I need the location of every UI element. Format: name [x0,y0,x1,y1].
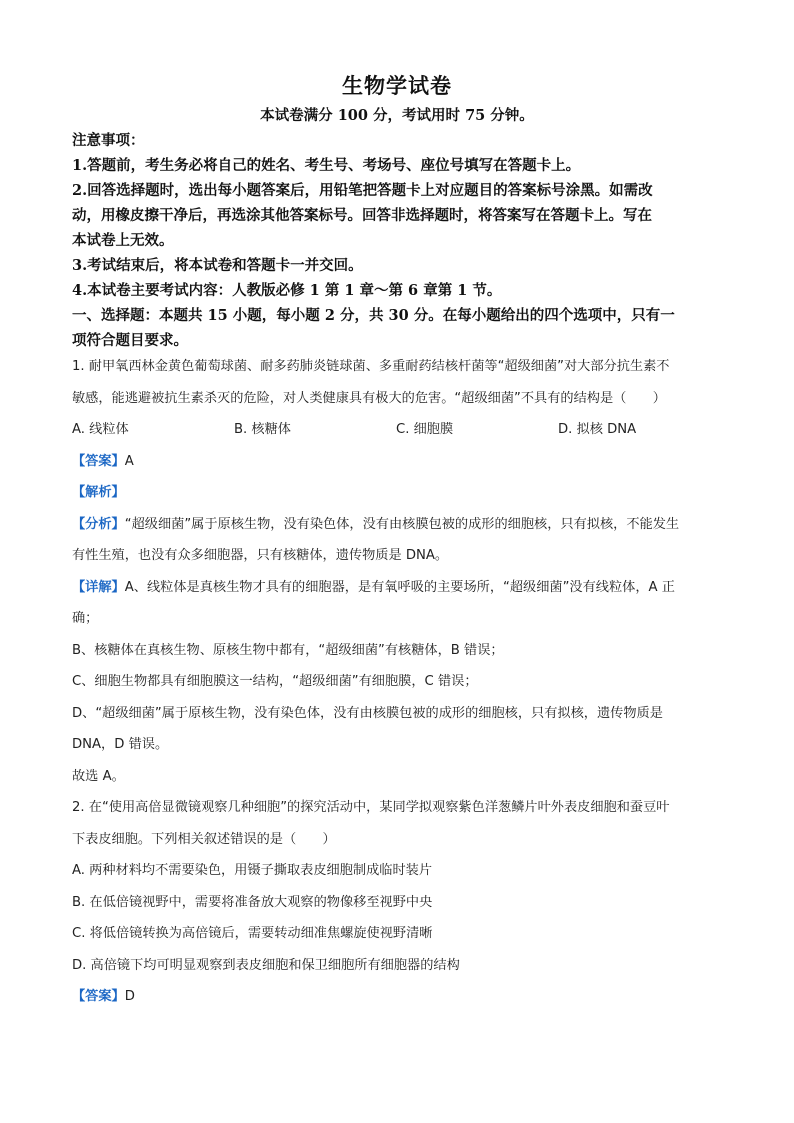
exam-subtitle: 本试卷满分 100 分，考试用时 75 分钟。 [260,107,534,124]
q1-option-c: C. 细胞膜 [396,422,454,437]
q1-stem: 敏感，能逃避被抗生素杀灭的危险，对人类健康具有极大的危害。“超级细菌”不具有的结构是（ ） [72,390,666,406]
instruction-line: 4.本试卷主要考试内容：人教版必修 1 第 1 章～第 6 章第 1 节。 [72,282,502,299]
q2-option-a: A. 两种材料均不需要染色，用镊子撕取表皮细胞制成临时装片 [72,863,433,878]
section-heading: 一、选择题：本题共 15 小题，每小题 2 分，共 30 分。在每小题给出的四个选项中，只有一 [72,307,675,324]
q1-xiangjie-d: D、“超级细菌”属于原核生物，没有染色体，没有由核膜包被的成形的细胞核，只有拟核，遗传物质是 [72,705,663,721]
fenxi-tag: 【分析】 [72,516,125,532]
q1-xiangjie-d-cont: DNA，D 错误。 [72,737,169,752]
q2-stem: 2. 在“使用高倍显微镜观察几种细胞”的探究活动中，某同学拟观察紫色洋葱鳞片叶外表皮细胞和蚕豆叶 [72,800,670,815]
answer-value: D [124,989,135,1004]
q1-xiangjie-b: B、核糖体在真核生物、原核生物中都有，“超级细菌”有核糖体，B 错误； [72,642,504,658]
q2-option-d: D. 高倍镜下均可明显观察到表皮细胞和保卫细胞所有细胞器的结构 [72,957,460,973]
q1-options [72,414,732,446]
q1-xiangjie [72,572,732,604]
q1-option-d: D. 拟核 DNA [558,422,637,437]
q1-xiangjie-c: C、细胞生物都具有细胞膜这一结构，“超级细菌”有细胞膜，C 错误； [72,674,478,689]
q1-xiangjie-cont: 确； [72,611,99,626]
fenxi-text: “超级细菌”属于原核生物，没有染色体，没有由核膜包被的成形的细胞核，只有拟核，不能发生 [124,516,680,532]
analysis-tag: 【解析】 [72,485,125,500]
q1-conclusion: 故选 A。 [72,768,125,784]
q2-option-b: B. 在低倍镜视野中，需要将准备放大观察的物像移至视野中央 [72,894,433,910]
instruction-line: 本试卷上无效。 [72,232,174,249]
q2-answer [72,981,732,1013]
q1-fenxi [72,509,732,541]
instructions-block [72,128,732,353]
q2-option-c: C. 将低倍镜转换为高倍镜后，需要转动细准焦螺旋使视野清晰 [72,926,433,941]
q1-analysis-heading [72,477,732,509]
answer-tag: 【答案】 [72,453,125,469]
section-heading: 项符合题目要求。 [72,332,188,349]
q1-fenxi-cont: 有性生殖，也没有众多细胞器，只有核糖体，遗传物质是 DNA。 [72,548,449,563]
instruction-line: 1.答题前，考生务必将自己的姓名、考生号、考场号、座位号填写在答题卡上。 [72,157,581,174]
q1-option-a: A. 线粒体 [72,422,129,437]
instruction-line: 2.回答选择题时，选出每小题答案后，用铅笔把答题卡上对应题目的答案标号涂黑。如需改 [72,182,653,199]
instruction-line: 动，用橡皮擦干净后，再选涂其他答案标号。回答非选择题时，将答案写在答题卡上。写在 [72,207,652,224]
questions-body [72,351,732,1013]
page-title: 生物学试卷 [342,73,452,98]
q2-stem: 下表皮细胞。下列相关叙述错误的是（ ） [72,831,336,847]
q1-option-b: B. 核糖体 [234,422,291,437]
instructions-heading: 注意事项： [72,132,145,149]
answer-tag: 【答案】 [72,989,125,1004]
answer-value: A [124,453,134,469]
q1-answer [72,446,732,478]
instruction-line: 3.考试结束后，将本试卷和答题卡一并交回。 [72,257,363,274]
q1-stem: 1. 耐甲氧西林金黄色葡萄球菌、耐多药肺炎链球菌、多重耐药结核杆菌等“超级细菌”对大部分抗生素不 [72,359,670,374]
xiangjie-tag: 【详解】 [72,579,125,595]
xiangjie-text: A、线粒体是真核生物才具有的细胞器，是有氧呼吸的主要场所，“超级细菌”没有线粒体，A 正 [124,579,675,595]
